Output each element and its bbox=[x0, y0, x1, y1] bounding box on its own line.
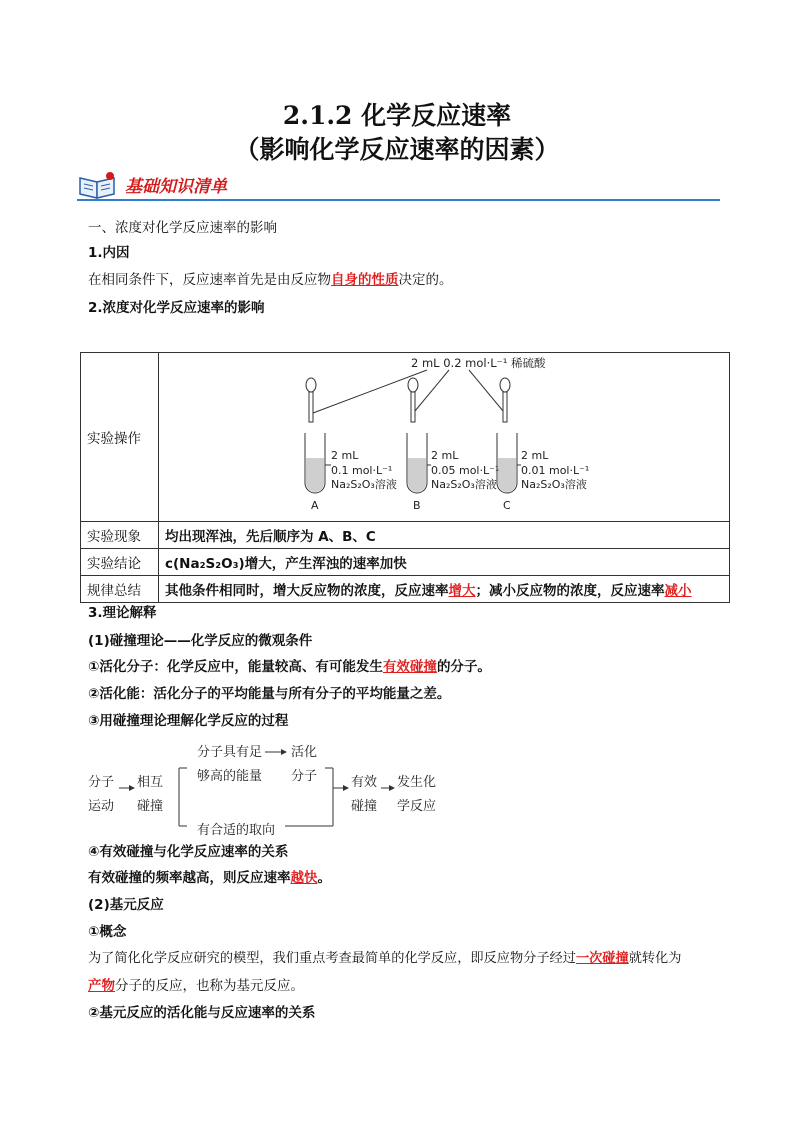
concept2-heading: ②基元反应的活化能与反应速率的关系 bbox=[88, 1005, 316, 1021]
banner-divider bbox=[77, 199, 720, 201]
item2: ②活化能：活化分子的平均能量与所有分子的平均能量之差。 bbox=[88, 686, 451, 702]
i4p-red: 越快 bbox=[290, 870, 318, 886]
test-tube-b bbox=[407, 433, 427, 493]
row1-head: 实验操作 bbox=[81, 353, 159, 522]
concept-paragraph-line2 bbox=[88, 976, 304, 996]
flow-n4b: 分子 bbox=[291, 769, 318, 784]
tube-a-sol: Na₂S₂O₃溶液 bbox=[331, 478, 397, 491]
row4-a: 其他条件相同时，增大反应物的浓度，反应速率 bbox=[165, 583, 449, 599]
dropper-c bbox=[500, 378, 510, 422]
section3-sub1: (1)碰撞理论——化学反应的微观条件 bbox=[88, 633, 313, 649]
p1-pre: 在相同条件下，反应速率首先是由反应物 bbox=[88, 272, 331, 288]
flow-n3b: 够高的能量 bbox=[197, 769, 263, 784]
flow-n3a: 分子具有足 bbox=[197, 745, 263, 760]
tube-b-label: B bbox=[413, 499, 421, 512]
item1 bbox=[88, 657, 491, 677]
i4p-post: 。 bbox=[317, 870, 331, 886]
section3-sub2: (2)基元反应 bbox=[88, 897, 164, 913]
flow-n1a: 分子 bbox=[88, 775, 115, 790]
flow-n1b: 运动 bbox=[88, 799, 115, 814]
book-icon bbox=[77, 170, 119, 200]
dropper-b bbox=[408, 378, 418, 422]
row4-b: ；减小反应物的浓度，反应速率 bbox=[475, 583, 665, 599]
row2-head: 实验现象 bbox=[81, 522, 159, 549]
banner-label: 基础知识清单 bbox=[125, 177, 227, 197]
page-title-line2: （影响化学反应速率的因素） bbox=[234, 135, 560, 164]
concept-paragraph-line1 bbox=[88, 949, 681, 969]
row2-value: 均出现浑浊，先后顺序为 A、B、C bbox=[159, 522, 730, 549]
flow-n7a: 发生化 bbox=[397, 775, 437, 790]
i1-post: 的分子。 bbox=[436, 659, 491, 675]
flow-n2b: 碰撞 bbox=[137, 799, 164, 814]
p1-red: 自身的性质 bbox=[331, 272, 399, 288]
tube-a-vol: 2 mL bbox=[331, 449, 359, 462]
tube-a-conc: 0.1 mol·L⁻¹ bbox=[331, 464, 393, 477]
tube-a-label: A bbox=[311, 499, 319, 512]
flow-n6b: 碰撞 bbox=[351, 799, 378, 814]
flow-n5: 有合适的取向 bbox=[197, 823, 276, 838]
test-tube-a bbox=[305, 433, 325, 493]
tube-b-vol: 2 mL bbox=[431, 449, 459, 462]
collision-flow-diagram bbox=[85, 740, 465, 840]
item3: ③用碰撞理论理解化学反应的过程 bbox=[88, 713, 289, 729]
experiment-table bbox=[80, 352, 730, 603]
flow-n4a: 活化 bbox=[291, 745, 318, 760]
flow-n6a: 有效 bbox=[351, 775, 378, 790]
concept-heading: ①概念 bbox=[88, 924, 127, 940]
flow-n2a: 相互 bbox=[137, 775, 164, 790]
tube-b-conc: 0.05 mol·L⁻¹ bbox=[431, 464, 500, 477]
c1p-mid: 就转化为 bbox=[628, 951, 682, 966]
section1-heading: 一、浓度对化学反应速率的影响 bbox=[88, 220, 277, 236]
row4-red1: 增大 bbox=[448, 583, 476, 599]
test-tube-c bbox=[497, 433, 517, 493]
p1-post: 决定的。 bbox=[398, 272, 453, 288]
section1-sub1: 1.内因 bbox=[88, 245, 130, 261]
apparatus-diagram bbox=[159, 353, 719, 517]
c1p-pre: 为了简化化学反应研究的模型，我们重点考查最简单的化学反应，即反应物分子经过 bbox=[88, 951, 576, 966]
tube-b-sol: Na₂S₂O₃溶液 bbox=[431, 478, 497, 491]
page-title-line1: 2.1.2 化学反应速率 bbox=[282, 101, 512, 130]
row3-value: c(Na₂S₂O₃)增大，产生浑浊的速率加快 bbox=[159, 549, 730, 576]
section1-sub2: 2.浓度对化学反应速率的影响 bbox=[88, 300, 265, 316]
row4-value bbox=[159, 576, 730, 603]
i1-pre: ①活化分子：化学反应中，能量较高、有可能发生 bbox=[88, 659, 383, 675]
c1p-red1: 一次碰撞 bbox=[575, 951, 629, 966]
i4p-pre: 有效碰撞的频率越高，则反应速率 bbox=[88, 870, 291, 886]
flow-n7b: 学反应 bbox=[397, 799, 437, 814]
c1p-red2: 产物 bbox=[88, 978, 115, 994]
row4-red2: 减小 bbox=[664, 583, 692, 599]
tube-c-label: C bbox=[503, 499, 511, 512]
row3-head: 实验结论 bbox=[81, 549, 159, 576]
section3-heading: 3.理论解释 bbox=[88, 605, 157, 621]
c1p-post: 分子的反应，也称为基元反应。 bbox=[115, 978, 304, 994]
section-banner bbox=[77, 170, 720, 202]
i1-red: 有效碰撞 bbox=[382, 659, 437, 675]
row4-head: 规律总结 bbox=[81, 576, 159, 603]
section1-paragraph bbox=[88, 270, 453, 290]
tube-c-conc: 0.01 mol·L⁻¹ bbox=[521, 464, 590, 477]
dropper-a bbox=[306, 378, 316, 422]
tube-c-vol: 2 mL bbox=[521, 449, 549, 462]
tube-c-sol: Na₂S₂O₃溶液 bbox=[521, 478, 587, 491]
acid-label: 2 mL 0.2 mol·L⁻¹ 稀硫酸 bbox=[411, 356, 546, 370]
item4: ④有效碰撞与化学反应速率的关系 bbox=[88, 844, 289, 860]
item4-paragraph bbox=[88, 868, 331, 888]
apparatus-cell bbox=[159, 353, 730, 522]
